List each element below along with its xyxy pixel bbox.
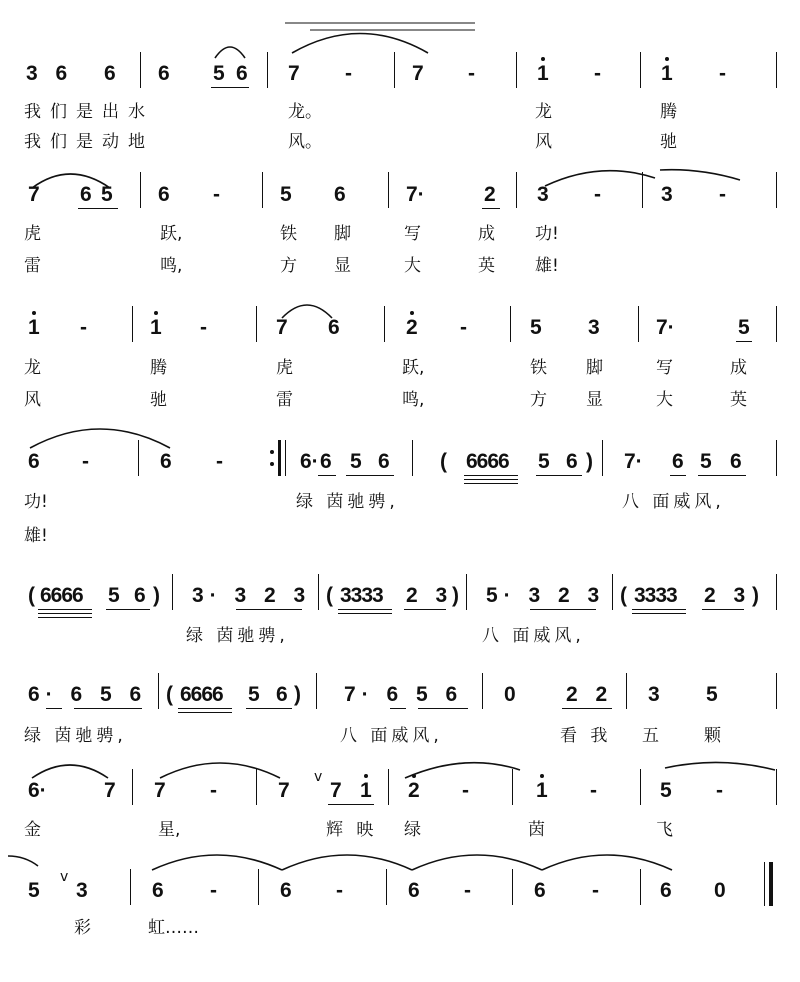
barline <box>776 306 777 342</box>
note: 5 <box>530 316 542 339</box>
lyric: 彩 <box>74 918 91 938</box>
barline <box>512 869 513 905</box>
repeat-barline <box>278 440 281 476</box>
barline <box>132 306 133 342</box>
note: 6 <box>660 879 672 902</box>
lyric: 跃, <box>402 358 425 378</box>
note: 6 <box>534 879 546 902</box>
note: 5 <box>350 450 362 473</box>
slur <box>405 763 520 778</box>
final-barline <box>769 862 773 906</box>
lyric: 脚 <box>334 224 351 244</box>
barline <box>466 574 467 610</box>
lyric: 五 <box>642 726 659 746</box>
note: 7· <box>406 183 425 206</box>
lyric: 看 我 <box>560 726 612 746</box>
barline <box>638 306 639 342</box>
note: 6 <box>104 62 116 85</box>
underline <box>318 475 336 476</box>
slur <box>160 763 280 778</box>
barline <box>776 769 777 805</box>
high-dot <box>32 311 36 315</box>
note: 6 <box>378 450 390 473</box>
underline <box>562 708 612 709</box>
slur <box>282 855 412 870</box>
lyric: 虎 <box>276 358 293 378</box>
high-dot <box>665 57 669 61</box>
note: 6 <box>328 316 340 339</box>
lyric: 风 <box>24 390 41 410</box>
note: - <box>594 183 601 206</box>
note: 3333 <box>634 584 677 607</box>
underline <box>338 613 392 614</box>
note: 7 <box>104 779 116 802</box>
underline <box>78 208 118 209</box>
lyric: 鸣, <box>402 390 425 410</box>
note: 6 <box>134 584 146 607</box>
slur <box>152 855 282 870</box>
note: - <box>210 779 217 802</box>
slur <box>412 855 542 870</box>
note: 3333 <box>340 584 383 607</box>
underline <box>530 609 596 610</box>
lyric: 风。 <box>288 132 322 152</box>
barline <box>172 574 173 610</box>
note: 6 <box>158 62 170 85</box>
barline <box>258 869 259 905</box>
lyric: 飞 <box>656 820 673 840</box>
note: ( <box>440 450 447 473</box>
underline <box>632 609 686 610</box>
barline <box>510 306 511 342</box>
note: - <box>468 62 475 85</box>
note: 3 6 <box>26 62 74 85</box>
lyric: 显 <box>334 256 351 276</box>
barline <box>262 172 263 208</box>
underline <box>418 708 468 709</box>
lyric: 我们是动地 <box>24 132 154 152</box>
note: - <box>82 450 89 473</box>
note: 6666 <box>180 683 223 706</box>
repeat-dot <box>270 462 274 466</box>
note: ) <box>153 584 160 607</box>
high-dot <box>410 311 414 315</box>
underline <box>482 208 500 209</box>
lyric: 龙 <box>24 358 41 378</box>
lyric: 方 <box>280 256 297 276</box>
lyric: 绿 <box>404 820 421 840</box>
barline <box>640 769 641 805</box>
lyric: 绿 茵驰骋, <box>24 726 127 746</box>
note: 7 <box>330 779 342 802</box>
barline <box>640 52 641 88</box>
note: 7 <box>154 779 166 802</box>
note: 5· 3 2 3 <box>486 584 606 607</box>
note: - <box>592 879 599 902</box>
note: 3 <box>537 183 549 206</box>
lyric: 雄! <box>24 526 48 546</box>
lyric: 功! <box>535 224 559 244</box>
underline <box>178 712 232 713</box>
note: - <box>80 316 87 339</box>
note: - <box>462 779 469 802</box>
underline <box>464 479 518 480</box>
lyric: 英 <box>478 256 495 276</box>
barline <box>267 52 268 88</box>
note: 1 <box>661 62 673 85</box>
lyric: 茵 <box>528 820 545 840</box>
barline <box>776 440 777 476</box>
underline <box>236 609 302 610</box>
note: 6 <box>80 183 92 206</box>
barline <box>512 769 513 805</box>
note: - <box>216 450 223 473</box>
barline <box>256 306 257 342</box>
note: 1 <box>536 779 548 802</box>
note: 7· 6 5 6 <box>344 683 464 706</box>
lyric: 八 面威风, <box>482 626 585 646</box>
slur <box>215 47 245 58</box>
note: 6 <box>730 450 742 473</box>
barline <box>384 306 385 342</box>
note: - <box>464 879 471 902</box>
note: ) <box>452 584 459 607</box>
slur <box>665 762 775 770</box>
lyric: 辉 映 <box>326 820 378 840</box>
lyric: 雷 <box>276 390 293 410</box>
lyric: 脚 <box>586 358 603 378</box>
lyric: 虹…… <box>148 918 199 938</box>
underline <box>346 475 394 476</box>
lyric: 星, <box>158 820 181 840</box>
note: ) <box>294 683 301 706</box>
lyric: 八 面威风, <box>340 726 443 746</box>
note: 5 <box>706 683 718 706</box>
lyric: 雄! <box>535 256 559 276</box>
underline <box>246 708 292 709</box>
lyric: 驰 <box>150 390 167 410</box>
high-dot <box>154 311 158 315</box>
note: 7 <box>288 62 300 85</box>
note: 5 <box>700 450 712 473</box>
underline <box>390 708 406 709</box>
lyric: 风 <box>535 132 552 152</box>
note: 6 <box>28 450 40 473</box>
note: 6· <box>300 450 319 473</box>
note: 2 2 <box>566 683 614 706</box>
lyric: 显 <box>586 390 603 410</box>
barline <box>388 769 389 805</box>
barline <box>640 869 641 905</box>
lyric: 铁 <box>530 358 547 378</box>
high-dot <box>540 774 544 778</box>
barline <box>776 673 777 709</box>
barline <box>388 172 389 208</box>
barline <box>130 869 131 905</box>
note: 6666 <box>466 450 509 473</box>
note: 3· 3 2 3 <box>192 584 312 607</box>
note: 5 <box>660 779 672 802</box>
barline <box>256 769 257 805</box>
note: ) <box>752 584 759 607</box>
breath-mark: v <box>60 869 69 885</box>
note: 6 <box>158 183 170 206</box>
note: 6 <box>408 879 420 902</box>
barline <box>386 869 387 905</box>
lyric: 龙。 <box>288 102 322 122</box>
note: ( <box>620 584 627 607</box>
lyric: 大 <box>656 390 673 410</box>
slur <box>32 174 110 188</box>
note: 3 <box>588 316 600 339</box>
note: 6 <box>276 683 288 706</box>
barline <box>138 440 139 476</box>
note: 2 3 <box>406 584 454 607</box>
note: ( <box>166 683 173 706</box>
note: 7 <box>412 62 424 85</box>
note: - <box>213 183 220 206</box>
slur <box>8 856 38 866</box>
underline <box>46 708 62 709</box>
barline <box>642 172 643 208</box>
barline <box>626 673 627 709</box>
underline <box>38 613 92 614</box>
lyric: 我们是出水 <box>24 102 154 122</box>
note: - <box>460 316 467 339</box>
barline <box>412 440 413 476</box>
note: - <box>590 779 597 802</box>
note: 6 <box>672 450 684 473</box>
lyric: 雷 <box>24 256 41 276</box>
note: 5 <box>538 450 550 473</box>
note: 5 <box>280 183 292 206</box>
underline <box>464 483 518 484</box>
slur <box>542 855 672 870</box>
high-dot <box>364 774 368 778</box>
underline <box>698 475 746 476</box>
lyric: 鸣, <box>160 256 183 276</box>
lyric: 金 <box>24 820 41 840</box>
lyric: 大 <box>404 256 421 276</box>
underline <box>464 475 518 476</box>
barline <box>394 52 395 88</box>
note: - <box>716 779 723 802</box>
note: 2 <box>406 316 418 339</box>
final-barline <box>764 862 765 906</box>
lyric: 方 <box>530 390 547 410</box>
note: 1 <box>150 316 162 339</box>
lyric: 成 <box>478 224 495 244</box>
lyric: 写 <box>656 358 673 378</box>
note: 7 <box>276 316 288 339</box>
note: ) <box>586 450 593 473</box>
note: - <box>345 62 352 85</box>
note: ( <box>28 584 35 607</box>
barline <box>776 574 777 610</box>
note: - <box>719 183 726 206</box>
lyric: 跃, <box>160 224 183 244</box>
barline <box>776 172 777 208</box>
lyric: 功! <box>24 492 48 512</box>
lyric: 八 面威风, <box>622 492 725 512</box>
underline <box>74 708 142 709</box>
note: 6 <box>236 62 248 85</box>
note: 6 <box>160 450 172 473</box>
slur <box>292 34 428 54</box>
note: 3 <box>76 879 88 902</box>
barline <box>776 52 777 88</box>
note: 6 <box>334 183 346 206</box>
note: 1 <box>28 316 40 339</box>
note: 2 <box>484 183 496 206</box>
note: 0 <box>504 683 516 706</box>
note: 6 <box>320 450 332 473</box>
barline <box>158 673 159 709</box>
note: 7 <box>28 183 40 206</box>
underline <box>736 341 752 342</box>
lyric: 龙 <box>535 102 552 122</box>
repeat-dot <box>270 450 274 454</box>
note: 6 <box>566 450 578 473</box>
barline <box>140 172 141 208</box>
slur <box>30 429 170 448</box>
lyric: 驰 <box>660 132 677 152</box>
underline <box>178 708 232 709</box>
note: 5 <box>108 584 120 607</box>
high-dot <box>541 57 545 61</box>
barline <box>482 673 483 709</box>
note: 5 <box>101 183 113 206</box>
barline <box>132 769 133 805</box>
note: 2 3 <box>704 584 752 607</box>
underline <box>670 475 686 476</box>
note: 7 <box>278 779 290 802</box>
lyric: 腾 <box>150 358 167 378</box>
note: 0 <box>714 879 726 902</box>
underline <box>328 804 374 805</box>
barline <box>602 440 603 476</box>
note: 5 <box>213 62 225 85</box>
note: 6· 6 5 6 <box>28 683 148 706</box>
note: 5 <box>738 316 750 339</box>
barline <box>140 52 141 88</box>
barline <box>516 52 517 88</box>
lyric: 成 <box>730 358 747 378</box>
lyric: 绿 茵驰骋, <box>186 626 289 646</box>
underline <box>211 87 249 88</box>
lyric: 铁 <box>280 224 297 244</box>
underline <box>106 609 150 610</box>
slur <box>32 765 108 778</box>
breath-mark: v <box>314 769 323 785</box>
note: - <box>719 62 726 85</box>
note: - <box>594 62 601 85</box>
note: 6· <box>28 779 47 802</box>
underline <box>38 617 92 618</box>
slur <box>282 305 332 318</box>
note: - <box>210 879 217 902</box>
note: 2 <box>408 779 420 802</box>
underline <box>702 609 744 610</box>
barline <box>612 574 613 610</box>
lyric: 腾 <box>660 102 677 122</box>
barline <box>516 172 517 208</box>
note: ( <box>326 584 333 607</box>
note: 5 <box>28 879 40 902</box>
lyric: 写 <box>404 224 421 244</box>
note: 7· <box>624 450 643 473</box>
repeat-barline <box>285 440 286 476</box>
underline <box>404 609 446 610</box>
note: 3 <box>661 183 673 206</box>
underline <box>338 609 392 610</box>
lyric: 颗 <box>704 726 721 746</box>
note: 6 <box>152 879 164 902</box>
note: 1 <box>360 779 372 802</box>
barline <box>318 574 319 610</box>
note: 3 <box>648 683 660 706</box>
note: 6 <box>280 879 292 902</box>
underline <box>632 613 686 614</box>
barline <box>316 673 317 709</box>
note: 7· <box>656 316 675 339</box>
lyric: 绿 茵驰骋, <box>296 492 399 512</box>
note: 5 <box>248 683 260 706</box>
note: - <box>200 316 207 339</box>
note: 6666 <box>40 584 83 607</box>
note: 1 <box>537 62 549 85</box>
lyric: 虎 <box>24 224 41 244</box>
underline <box>38 609 92 610</box>
underline <box>536 475 582 476</box>
lyric: 英 <box>730 390 747 410</box>
note: - <box>336 879 343 902</box>
high-dot <box>412 774 416 778</box>
slur <box>660 170 740 180</box>
